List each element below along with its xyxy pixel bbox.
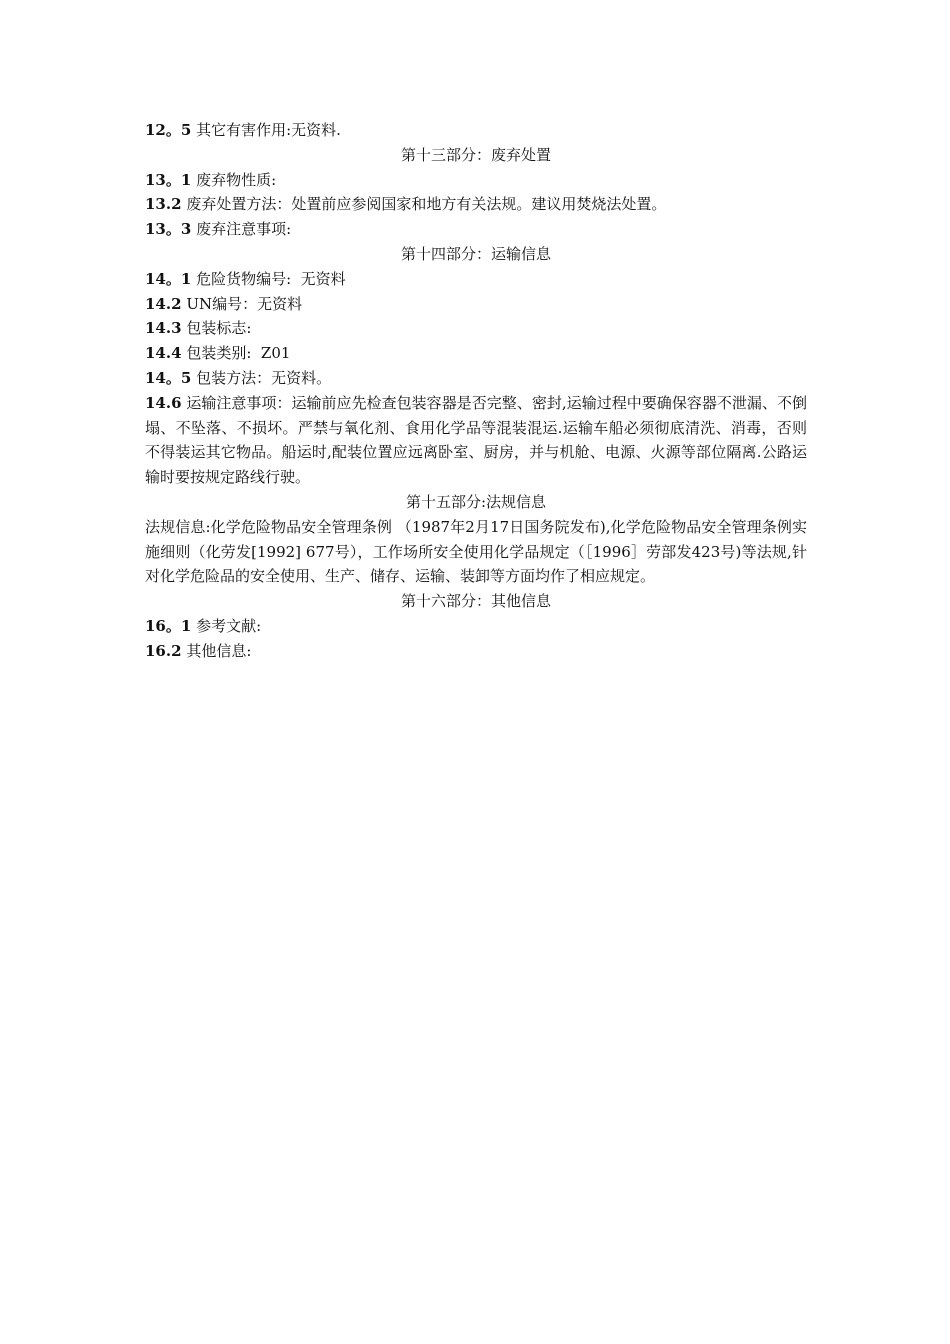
item-13-2 <box>145 192 807 217</box>
item-text: 运输注意事项：运输前应先检查包装容器是否完整、密封,运输过程中要确保容器不泄漏、不倒塌、不坠落、不损坏。严禁与氧化剂、食用化学品等混装混运.运输车船必须彻底清洗、消毒，否则不得装运其它物品。船运时,配装位置应远离卧室、厨房，并与机舱、电源、火源等部位隔离.公路运输时要按规定路线行驶。 <box>145 393 807 487</box>
section-heading-13: 第十三部分：废弃处置 <box>400 145 551 164</box>
item-text: 包装类别: Z01 <box>181 344 291 363</box>
item-number: 12。5 <box>145 121 192 139</box>
item-13-1 <box>145 168 807 193</box>
item-text: 其它有害作用:无资料. <box>191 121 341 139</box>
item-text: 参考文献: <box>191 616 262 635</box>
item-14-4 <box>145 341 807 366</box>
item-text: 废弃物性质: <box>191 170 277 189</box>
item-number: 14.6 <box>145 393 182 412</box>
item-number: 14.4 <box>145 344 182 363</box>
item-number: 14.2 <box>145 294 182 313</box>
item-14-2 <box>145 292 807 317</box>
item-text: 废弃注意事项: <box>191 220 292 239</box>
item-number: 14。1 <box>145 269 192 288</box>
item-14-1 <box>145 267 807 292</box>
document-page <box>145 118 807 664</box>
section-heading-16: 第十六部分：其他信息 <box>400 592 551 611</box>
item-14-6 <box>145 391 807 490</box>
item-number: 13.2 <box>145 195 182 214</box>
item-16-1 <box>145 614 807 639</box>
item-12-5 <box>145 118 807 143</box>
item-16-2 <box>145 639 807 664</box>
item-text: 包装方法：无资料。 <box>191 368 332 387</box>
item-text: 危险货物编号: 无资料 <box>191 269 346 288</box>
item-number: 13。3 <box>145 220 192 239</box>
item-text: UN编号：无资料 <box>181 294 303 313</box>
item-number: 14.3 <box>145 319 182 338</box>
item-number: 13。1 <box>145 170 192 189</box>
item-text: 废弃处置方法：处置前应参阅国家和地方有关法规。建议用焚烧法处置。 <box>181 195 667 214</box>
section-heading-14: 第十四部分：运输信息 <box>400 244 551 263</box>
item-number: 16.2 <box>145 641 182 660</box>
item-14-3 <box>145 316 807 341</box>
item-14-5 <box>145 366 807 391</box>
item-text: 其他信息: <box>181 641 252 660</box>
item-13-3 <box>145 217 807 242</box>
regulation-paragraph: 法规信息:化学危险物品安全管理条例 （1987年2月17日国务院发布),化学危险物品安全管理条例实施细则（化劳发[1992] 677号），工作场所安全使用化学品规定（［1996］劳部发423号)等法规,针对化学危险品的安全使用、生产、储存、运输、装卸等方面均作了相应规定。 <box>145 517 807 586</box>
section-heading-15: 第十五部分:法规信息 <box>405 492 547 511</box>
item-number: 14。5 <box>145 368 192 387</box>
item-number: 16。1 <box>145 616 192 635</box>
item-text: 包装标志: <box>181 319 252 338</box>
